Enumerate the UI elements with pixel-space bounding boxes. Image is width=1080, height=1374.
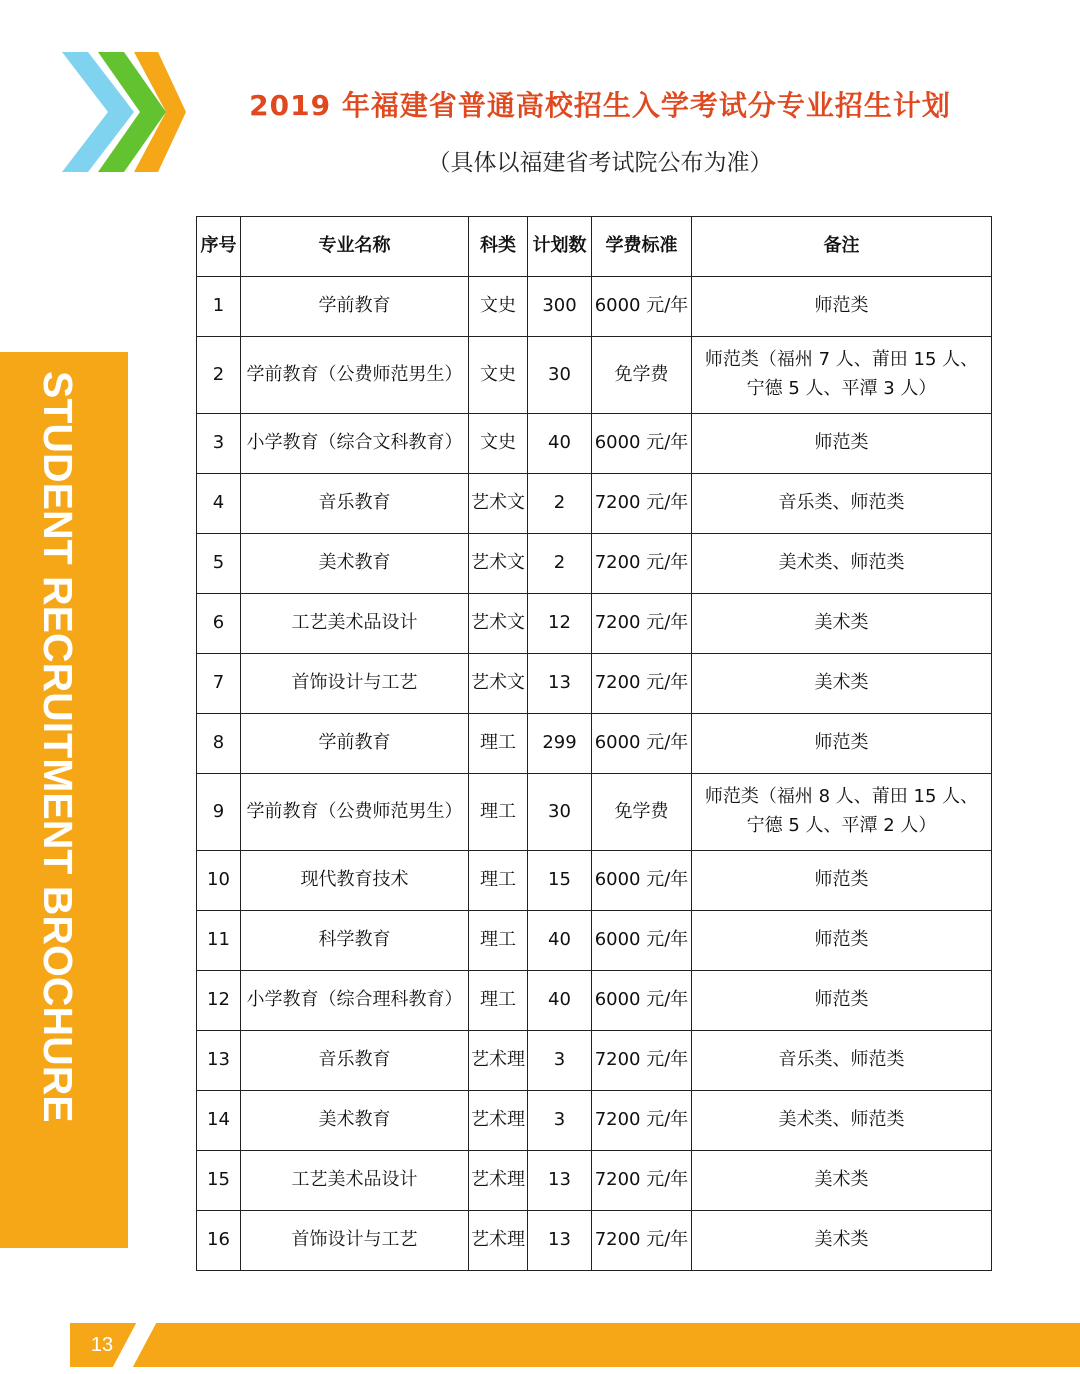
cell-quota: 12: [528, 594, 592, 654]
cell-index: 4: [197, 474, 241, 534]
table-row: [197, 277, 992, 337]
cell-major: 音乐教育: [241, 474, 469, 534]
cell-category: 文史: [469, 414, 528, 474]
cell-notes: 音乐类、师范类: [692, 1031, 992, 1091]
table-header-row: [197, 217, 992, 277]
cell-quota: 13: [528, 654, 592, 714]
cell-notes: 美术类、师范类: [692, 534, 992, 594]
cell-tuition: 6000 元/年: [592, 911, 692, 971]
cell-quota: 40: [528, 911, 592, 971]
cell-index: 3: [197, 414, 241, 474]
cell-notes: 师范类: [692, 277, 992, 337]
header-major: 专业名称: [241, 217, 469, 277]
table-row: [197, 1031, 992, 1091]
table-row: [197, 851, 992, 911]
cell-major: 音乐教育: [241, 1031, 469, 1091]
cell-notes: 美术类: [692, 654, 992, 714]
cell-major: 工艺美术品设计: [241, 1151, 469, 1211]
cell-quota: 13: [528, 1151, 592, 1211]
cell-notes: 美术类: [692, 1151, 992, 1211]
cell-category: 艺术理: [469, 1211, 528, 1271]
cell-tuition: 6000 元/年: [592, 714, 692, 774]
cell-major: 学前教育（公费师范男生）: [241, 337, 469, 414]
cell-tuition: 免学费: [592, 337, 692, 414]
cell-notes: 师范类: [692, 971, 992, 1031]
cell-index: 11: [197, 911, 241, 971]
cell-major: 首饰设计与工艺: [241, 1211, 469, 1271]
cell-notes: 师范类（福州 8 人、莆田 15 人、宁德 5 人、平潭 2 人）: [692, 774, 992, 851]
cell-category: 艺术理: [469, 1091, 528, 1151]
cell-quota: 2: [528, 534, 592, 594]
table-row: [197, 594, 992, 654]
cell-notes: 师范类: [692, 851, 992, 911]
cell-tuition: 7200 元/年: [592, 1151, 692, 1211]
table-row: [197, 337, 992, 414]
table-row: [197, 474, 992, 534]
table-row: [197, 1091, 992, 1151]
cell-tuition: 7200 元/年: [592, 1211, 692, 1271]
cell-category: 文史: [469, 337, 528, 414]
cell-tuition: 7200 元/年: [592, 1091, 692, 1151]
cell-index: 5: [197, 534, 241, 594]
cell-major: 美术教育: [241, 534, 469, 594]
cell-quota: 40: [528, 414, 592, 474]
cell-notes: 音乐类、师范类: [692, 474, 992, 534]
cell-quota: 3: [528, 1031, 592, 1091]
cell-notes: 师范类（福州 7 人、莆田 15 人、宁德 5 人、平潭 3 人）: [692, 337, 992, 414]
cell-major: 科学教育: [241, 911, 469, 971]
cell-category: 艺术文: [469, 474, 528, 534]
cell-tuition: 6000 元/年: [592, 414, 692, 474]
table-row: [197, 971, 992, 1031]
cell-tuition: 免学费: [592, 774, 692, 851]
cell-notes: 美术类: [692, 594, 992, 654]
cell-index: 1: [197, 277, 241, 337]
cell-major: 美术教育: [241, 1091, 469, 1151]
side-brochure-text: STUDENT RECRUITMENT BROCHURE: [35, 371, 81, 1123]
cell-quota: 2: [528, 474, 592, 534]
table-row: [197, 1211, 992, 1271]
cell-quota: 30: [528, 337, 592, 414]
cell-category: 文史: [469, 277, 528, 337]
footer-bar: [70, 1323, 1080, 1367]
table-row: [197, 534, 992, 594]
header-category: 科类: [469, 217, 528, 277]
cell-major: 工艺美术品设计: [241, 594, 469, 654]
cell-category: 理工: [469, 851, 528, 911]
table-row: [197, 1151, 992, 1211]
cell-quota: 40: [528, 971, 592, 1031]
cell-category: 理工: [469, 911, 528, 971]
cell-tuition: 7200 元/年: [592, 474, 692, 534]
table-row: [197, 774, 992, 851]
cell-index: 8: [197, 714, 241, 774]
cell-notes: 美术类: [692, 1211, 992, 1271]
cell-index: 12: [197, 971, 241, 1031]
cell-major: 学前教育: [241, 714, 469, 774]
header-notes: 备注: [692, 217, 992, 277]
cell-notes: 师范类: [692, 414, 992, 474]
cell-category: 理工: [469, 774, 528, 851]
cell-index: 2: [197, 337, 241, 414]
cell-major: 学前教育（公费师范男生）: [241, 774, 469, 851]
cell-tuition: 6000 元/年: [592, 277, 692, 337]
table-row: [197, 414, 992, 474]
cell-quota: 3: [528, 1091, 592, 1151]
table-row: [197, 714, 992, 774]
cell-index: 15: [197, 1151, 241, 1211]
cell-major: 小学教育（综合理科教育）: [241, 971, 469, 1031]
enrollment-plan-table: [196, 216, 992, 1271]
cell-quota: 13: [528, 1211, 592, 1271]
cell-major: 现代教育技术: [241, 851, 469, 911]
cell-category: 艺术文: [469, 654, 528, 714]
cell-index: 7: [197, 654, 241, 714]
cell-tuition: 7200 元/年: [592, 654, 692, 714]
cell-category: 艺术文: [469, 594, 528, 654]
table-row: [197, 654, 992, 714]
table-row: [197, 911, 992, 971]
header-tuition: 学费标准: [592, 217, 692, 277]
cell-quota: 299: [528, 714, 592, 774]
cell-category: 艺术理: [469, 1151, 528, 1211]
cell-major: 学前教育: [241, 277, 469, 337]
cell-quota: 300: [528, 277, 592, 337]
cell-notes: 美术类、师范类: [692, 1091, 992, 1151]
cell-category: 艺术文: [469, 534, 528, 594]
cell-category: 理工: [469, 971, 528, 1031]
cell-index: 13: [197, 1031, 241, 1091]
cell-notes: 师范类: [692, 911, 992, 971]
cell-index: 10: [197, 851, 241, 911]
chevron-logo-icon: [58, 50, 188, 174]
header-index: 序号: [197, 217, 241, 277]
header-quota: 计划数: [528, 217, 592, 277]
cell-index: 14: [197, 1091, 241, 1151]
page-title: 2019 年福建省普通高校招生入学考试分专业招生计划: [249, 89, 951, 122]
cell-index: 9: [197, 774, 241, 851]
cell-tuition: 6000 元/年: [592, 851, 692, 911]
cell-tuition: 6000 元/年: [592, 971, 692, 1031]
cell-major: 首饰设计与工艺: [241, 654, 469, 714]
cell-major: 小学教育（综合文科教育）: [241, 414, 469, 474]
cell-tuition: 7200 元/年: [592, 534, 692, 594]
cell-tuition: 7200 元/年: [592, 594, 692, 654]
cell-category: 艺术理: [469, 1031, 528, 1091]
cell-tuition: 7200 元/年: [592, 1031, 692, 1091]
cell-category: 理工: [469, 714, 528, 774]
page-subtitle: （具体以福建省考试院公布为准）: [427, 150, 773, 176]
cell-quota: 15: [528, 851, 592, 911]
cell-quota: 30: [528, 774, 592, 851]
page-number: 13: [90, 1334, 114, 1356]
cell-notes: 师范类: [692, 714, 992, 774]
cell-index: 16: [197, 1211, 241, 1271]
cell-index: 6: [197, 594, 241, 654]
